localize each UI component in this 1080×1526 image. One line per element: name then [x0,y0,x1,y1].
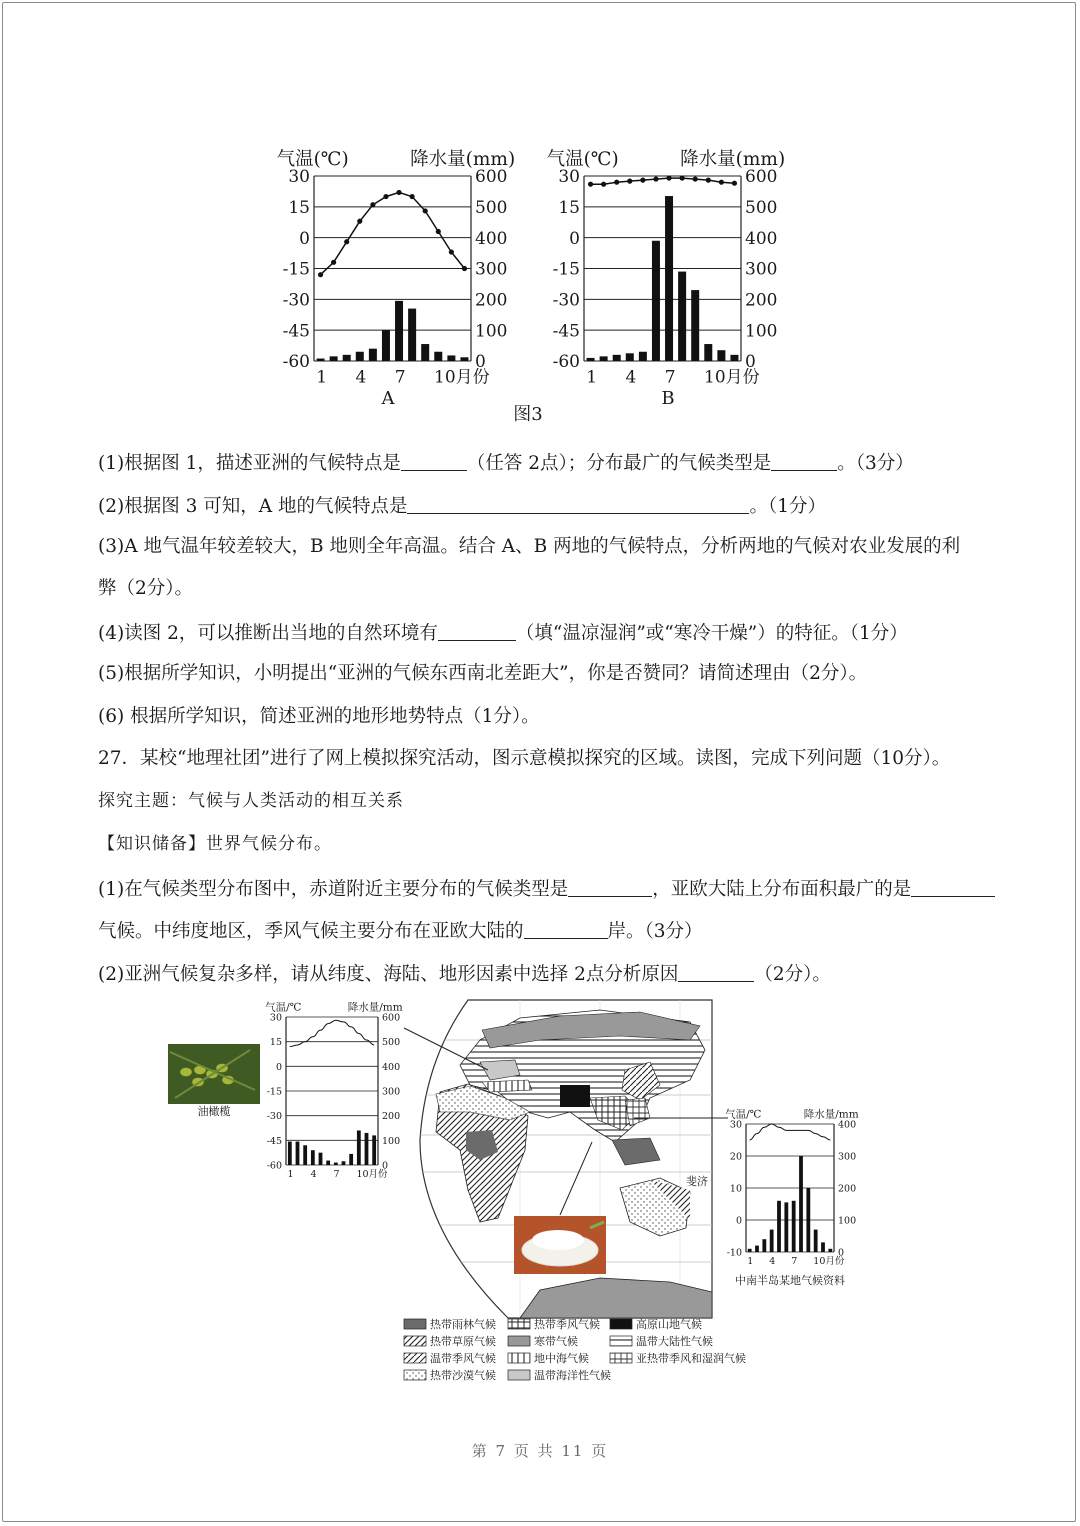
question-6: (6) 根据所学知识，简述亚洲的地形地势特点（1分）。 [98,706,540,727]
rice-photo [514,1216,606,1274]
legend-swatch [404,1353,426,1363]
question-4-text-a: (4)读图 2，可以推断出当地的自然环境有 [98,623,438,644]
precipitation-tick-label: 600 [475,167,508,188]
legend-label: 热带沙漠气候 [430,1369,496,1382]
figure-3-caption: 图3 [513,404,543,425]
temperature-point [640,178,645,183]
question-3-line-2: 弊（2分）。 [98,578,194,599]
precipitation-axis-title: 降水量/mm [347,1001,403,1014]
precipitation-bar [755,1246,759,1252]
precipitation-tick-label: 500 [475,197,508,218]
legend-swatch [508,1353,530,1363]
month-tick-label: 1 [287,1168,294,1180]
precipitation-bar [704,344,712,361]
temperature-point [436,229,441,234]
temperature-point [666,175,671,180]
temperature-tick-label: 30 [558,167,580,188]
question-27-2 [98,963,831,985]
precipitation-bar [748,1249,752,1252]
month-tick-label: 10月份 [813,1255,845,1267]
precipitation-tick-label: 600 [382,1012,401,1024]
question-4 [98,622,908,644]
month-tick-label: 10月份 [434,367,490,388]
precipitation-bar [421,344,429,361]
temperature-point [318,272,323,277]
precipitation-bar [717,350,725,361]
precipitation-bar [821,1242,825,1252]
rice-heap [532,1230,584,1250]
precipitation-tick-label: 200 [382,1111,401,1123]
temperature-tick-label: 0 [569,228,580,249]
temperature-point [396,190,401,195]
temperature-point [370,202,375,207]
temperature-point [706,178,711,183]
precipitation-bar [349,1154,353,1165]
precipitation-tick-label: 0 [838,1247,845,1259]
temperature-tick-label: -15 [282,259,310,280]
temperature-line [591,178,735,184]
legend-swatch [508,1336,530,1346]
temperature-tick-label: 0 [735,1215,742,1227]
answer-blank[interactable] [524,920,608,939]
precipitation-tick-label: 600 [745,167,778,188]
legend-swatch [610,1353,632,1363]
precipitation-bar [317,359,325,361]
precipitation-bar [395,301,403,361]
temperature-axis-title: 气温/℃ [725,1108,762,1121]
temperature-tick-label: -10 [726,1247,742,1259]
precipitation-bar [626,353,634,361]
precipitation-bar [434,352,442,361]
precipitation-tick-label: 300 [745,259,778,280]
precipitation-bar [600,356,608,361]
question-5: (5)根据所学知识，小明提出“亚洲的气候东西南北差距大”，你是否赞同？请简述理由（2分）。 [98,663,868,684]
precipitation-bar [408,309,416,361]
tibet-plateau [560,1085,590,1107]
precipitation-bar [303,1145,307,1165]
answer-blank[interactable] [771,452,837,471]
precipitation-bar [665,196,673,361]
precipitation-bar [326,1161,330,1165]
month-tick-label: 1 [316,367,328,388]
temperature-tick-label: 10 [729,1183,742,1195]
precipitation-bar [770,1230,774,1252]
legend-label: 地中海气候 [534,1352,589,1365]
temperature-tick-label: 30 [288,167,310,188]
precipitation-bar [806,1188,810,1252]
fiji-label: 斐济 [686,1175,708,1188]
temperature-tick-label: 15 [558,197,580,218]
page-footer: 第 7 页 共 11 页 [471,1442,609,1460]
legend-swatch [404,1336,426,1346]
question-27-1-text-d: 岸。（3分） [607,921,703,942]
answer-blank[interactable] [401,452,467,471]
temperature-tick-label: 15 [288,197,310,218]
precipitation-tick-label: 200 [475,290,508,311]
temperature-tick-label: 30 [269,1012,282,1024]
month-tick-label: 1 [586,367,598,388]
olive-photo [168,1044,260,1104]
precipitation-bar [382,330,390,361]
climate-chart-A [277,149,516,387]
precipitation-bar [311,1150,315,1165]
legend-label: 高原山地气候 [636,1318,702,1331]
question-27-intro: 27．某校“地理社团”进行了网上模拟探究活动，图示意模拟探究的区域。读图，完成下列问题（10分）。 [98,748,951,769]
answer-blank[interactable] [438,622,516,641]
mediterranean [482,1080,532,1092]
precipitation-bar [342,1161,346,1165]
precipitation-bar [777,1201,781,1252]
legend-swatch [404,1370,426,1380]
precipitation-bar [288,1142,292,1165]
answer-blank[interactable] [407,495,749,514]
precipitation-bar [319,1153,323,1165]
precipitation-tick-label: 400 [745,228,778,249]
legend-label: 热带草原气候 [430,1335,496,1348]
inquiry-theme: 探究主题：气候与人类活动的相互关系 [98,791,404,811]
temperature-point [680,175,685,180]
precipitation-axis-title: 降水量(mm) [410,148,516,170]
precipitation-tick-label: 100 [382,1135,401,1147]
temperature-tick-label: -15 [266,1086,282,1098]
legend-label: 温带海洋性气候 [534,1369,611,1382]
precipitation-bar [678,272,686,361]
question-1-text-b: （任答 2点）；分布最广的气候类型是 [466,453,772,474]
temperature-tick-label: -45 [552,321,580,342]
month-tick-label: 10月份 [704,367,760,388]
temperature-line [750,1124,831,1140]
precipitation-axis-title: 降水量(mm) [680,148,786,170]
question-27-1-line-1 [98,878,995,900]
precipitation-bar [330,356,338,361]
olive-label: 油橄榄 [197,1105,231,1118]
precipitation-bar [296,1142,300,1165]
question-27-1-text-a: (1)在气候类型分布图中，赤道附近主要分布的气候类型是 [98,879,569,900]
temperature-line [290,1020,374,1046]
precipitation-tick-label: 500 [745,197,778,218]
temperature-tick-label: 0 [275,1061,282,1073]
precipitation-bar [356,352,364,361]
precipitation-bar [691,290,699,361]
question-27-1-line-2 [98,920,703,942]
temperature-axis-title: 气温(℃) [276,148,349,170]
temperature-tick-label: -60 [552,352,580,373]
temperature-point [410,194,415,199]
legend-label: 温带大陆性气候 [636,1335,713,1348]
temperature-point [614,180,619,185]
precipitation-bar [730,355,738,361]
precipitation-tick-label: 100 [475,321,508,342]
precipitation-tick-label: 200 [745,290,778,311]
month-tick-label: 7 [791,1255,798,1267]
answer-blank[interactable] [678,963,754,982]
legend-label: 温带季风气候 [430,1352,496,1365]
month-tick-label: 1 [747,1255,754,1267]
temperature-point [732,181,737,186]
precipitation-tick-label: 300 [382,1086,401,1098]
temperature-point [627,179,632,184]
precipitation-tick-label: 0 [745,352,756,373]
precipitation-tick-label: 200 [838,1183,857,1195]
chart-a-label: A [381,388,395,409]
question-1-text-c: 。（3分） [837,453,914,474]
precipitation-tick-label: 400 [838,1119,857,1131]
precipitation-bar [828,1249,832,1252]
temperature-tick-label: -60 [282,352,310,373]
month-tick-label: 7 [333,1168,340,1180]
precipitation-tick-label: 300 [838,1151,857,1163]
temperature-point [331,260,336,265]
precipitation-bar [784,1202,788,1252]
temperature-tick-label: -60 [266,1160,282,1172]
temperature-tick-label: -45 [282,321,310,342]
precipitation-tick-label: 100 [838,1215,857,1227]
temperature-point [693,176,698,181]
answer-blank[interactable] [568,878,652,897]
question-4-text-b: （填“温凉湿润”或“寒冷干燥”）的特征。（1分） [515,623,908,644]
temperature-axis-title: 气温(℃) [546,148,619,170]
precipitation-bar [334,1163,338,1165]
precipitation-tick-label: 100 [745,321,778,342]
temperature-point [357,219,362,224]
precipitation-bar [365,1133,369,1165]
precipitation-bar [372,1135,376,1165]
precipitation-bar [587,358,595,361]
temperature-tick-label: -45 [266,1135,282,1147]
precipitation-bar [814,1230,818,1252]
temperature-point [462,266,467,271]
temperature-tick-label: 20 [729,1151,742,1163]
temperature-point [719,180,724,185]
precipitation-tick-label: 0 [475,352,486,373]
month-tick-label: 7 [664,367,676,388]
precipitation-tick-label: 300 [475,259,508,280]
legend-label: 热带季风气候 [534,1318,600,1331]
question-27-1-text-b: ，亚欧大陆上分布面积最广的是 [652,879,912,900]
legend-label: 寒带气候 [534,1335,578,1348]
precipitation-bar [799,1156,803,1252]
month-tick-label: 4 [355,367,367,388]
temperature-point [423,208,428,213]
precipitation-tick-label: 0 [382,1160,389,1172]
month-tick-label: 4 [310,1168,317,1180]
precipitation-bar [447,355,455,361]
precipitation-tick-label: 500 [382,1037,401,1049]
precipitation-bar [357,1130,361,1165]
legend-label: 亚热带季风和湿润气候 [636,1352,746,1365]
question-2-text-a: (2)根据图 3 可知，A 地的气候特点是 [98,496,408,517]
climate-chart-olive-region [265,1001,403,1180]
legend-label: 热带雨林气候 [430,1318,496,1331]
figure-3-climate-charts [0,0,1080,430]
world-climate-figure [0,990,1080,1400]
precipitation-bar [792,1201,796,1252]
month-tick-label: 10月份 [356,1168,388,1180]
precipitation-bar [343,355,351,361]
question-27-2-text-b: （2分）。 [754,964,831,985]
olive-fruit [180,1068,192,1077]
month-tick-label: 4 [625,367,637,388]
temperature-tick-label: 15 [269,1037,282,1049]
precipitation-bar [369,349,377,361]
month-tick-label: 7 [394,367,406,388]
legend-swatch [610,1336,632,1346]
chart-b-label: B [661,388,675,409]
precipitation-bar [762,1239,766,1252]
precipitation-bar [460,357,468,361]
question-3-line-1: (3)A 地气温年较差较大，B 地则全年高温。结合 A、B 两地的气候特点，分析两地的气候对农业发展的利 [98,536,961,557]
question-27-1-text-c: 气候。中纬度地区，季风气候主要分布在亚欧大陆的 [98,921,524,942]
temperature-tick-label: 0 [299,228,310,249]
temperature-point [383,194,388,199]
temperature-point [588,182,593,187]
temperature-tick-label: 30 [729,1119,742,1131]
temperature-axis-title: 气温/℃ [265,1001,302,1014]
precipitation-tick-label: 400 [475,228,508,249]
knowledge-reserve: 【知识储备】世界气候分布。 [98,834,332,854]
question-2 [98,495,826,517]
right-chart-caption: 中南半岛某地气候资料 [735,1274,845,1287]
temperature-point [344,239,349,244]
temperature-point [449,249,454,254]
temperature-tick-label: -30 [282,290,310,311]
legend-swatch [404,1319,426,1329]
temperature-tick-label: -30 [552,290,580,311]
temperature-tick-label: -30 [266,1111,282,1123]
legend-swatch [508,1319,530,1329]
precipitation-bar [639,352,647,361]
temperature-tick-label: -15 [552,259,580,280]
temperature-line [321,192,465,274]
precipitation-bar [613,355,621,361]
precipitation-bar [652,241,660,361]
question-2-text-b: 。（1分） [749,496,827,517]
month-tick-label: 4 [769,1255,776,1267]
answer-blank[interactable] [911,878,995,897]
temperature-point [653,176,658,181]
legend-swatch [508,1370,530,1380]
legend-swatch [610,1319,632,1329]
precipitation-tick-label: 400 [382,1061,401,1073]
question-1-text-a: (1)根据图 1，描述亚洲的气候特点是 [98,453,401,474]
climate-chart-中南半岛某地气候资料 [725,1108,859,1267]
question-27-2-text-a: (2)亚洲气候复杂多样，请从纬度、海陆、地形因素中选择 2点分析原因 [98,964,679,985]
temperature-point [601,182,606,187]
precipitation-axis-title: 降水量/mm [803,1108,859,1121]
climate-chart-B [547,149,786,387]
climate-legend [404,1317,746,1382]
question-1 [98,452,914,474]
